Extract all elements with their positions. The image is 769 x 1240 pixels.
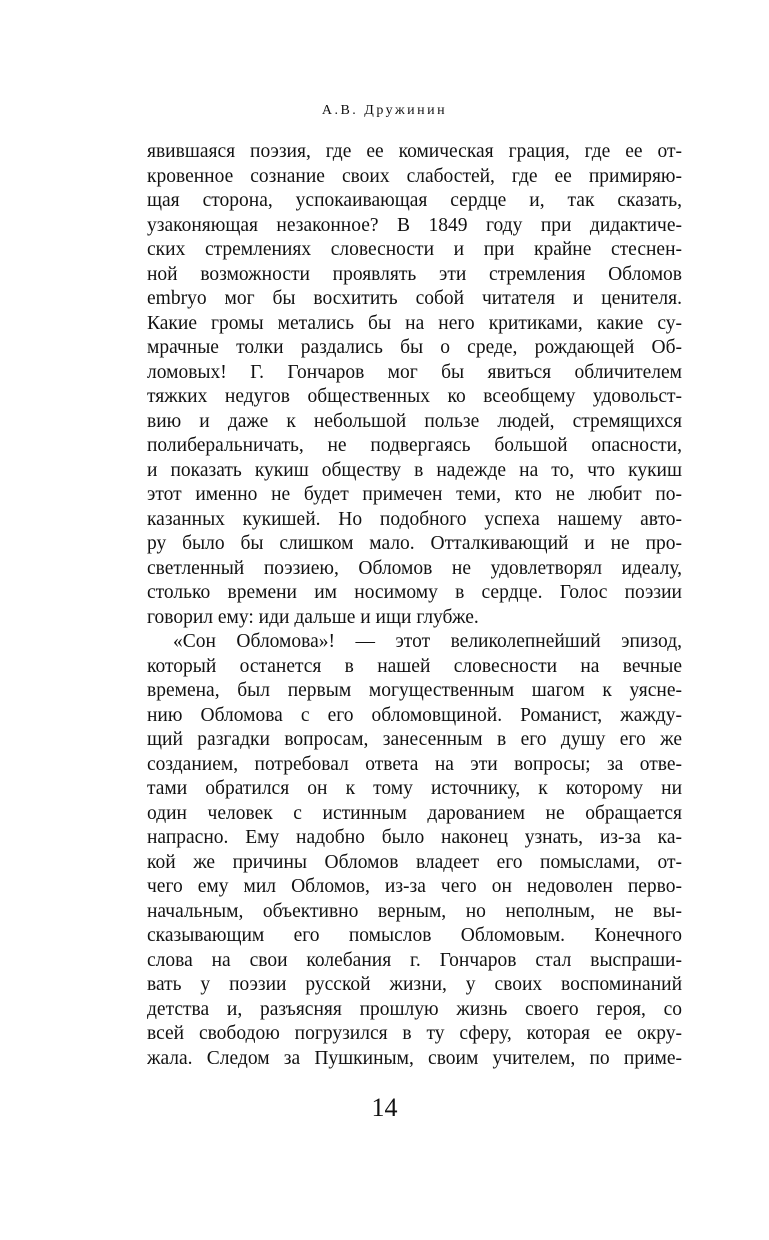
text-line: жала. Следом за Пушкиным, своим учителем, по приме- — [147, 1047, 682, 1069]
text-line: светленный поэзиею, Обломов не удовлетворял идеалу, — [147, 557, 682, 579]
text-line: всей свободою погрузился в ту сферу, которая ее окру- — [147, 1023, 682, 1044]
text-line: столько времени им носимому в сердце. Голос поэзии — [147, 582, 682, 603]
text-line: начальным, объективно верным, но неполным, не вы- — [147, 900, 682, 922]
text-line: слова на свои колебания г. Гончаров стал выспраши- — [147, 949, 682, 971]
text-line: кровенное сознание своих слабостей, где ее примиряю- — [147, 165, 682, 187]
text-line: embryo мог бы восхитить собой читателя и ценителя. — [147, 288, 682, 309]
text-line: вать у поэзии русской жизни, у своих воспоминаний — [147, 974, 682, 995]
text-line: ломовых! Г. Гончаров мог бы явиться обличителем — [147, 361, 682, 383]
text-line: явившаяся поэзия, где ее комическая грация, где ее от- — [147, 141, 682, 162]
text-line: говорил ему: иди дальше и ищи глубже. — [147, 606, 479, 628]
text-line: «Сон Обломова»! — этот великолепнейший эпизод, — [173, 631, 682, 652]
text-line: узаконяющая незаконное? В 1849 году при дидактиче- — [147, 214, 682, 236]
text-line: который останется в нашей словесности на вечные — [147, 655, 682, 677]
page-number: 14 — [371, 1093, 398, 1122]
running-head: А.В. Дружинин — [321, 103, 448, 118]
paragraph — [147, 140, 682, 630]
text-line: чего ему мил Обломов, из-за чего он недоволен перво- — [147, 876, 682, 897]
text-line: сказывающим его помыслов Обломовым. Конечного — [147, 925, 682, 946]
text-line: созданием, потребовал ответа на эти вопросы; за отве- — [147, 753, 682, 775]
text-line: этот именно не будет примечен теми, кто не любит по- — [147, 484, 682, 505]
text-line: ру было бы слишком мало. Отталкивающий и не про- — [147, 533, 682, 554]
text-line: полиберальничать, не подвергаясь большой опасности, — [147, 435, 682, 456]
text-line: Какие громы метались бы на него критиками, какие су- — [147, 312, 682, 334]
paragraph — [147, 630, 682, 1071]
text-line: напрасно. Ему надобно было наконец узнать, из-за ка- — [147, 827, 682, 848]
text-line: времена, был первым могущественным шагом к уясне- — [147, 680, 682, 701]
text-line: мрачные толки раздались бы о среде, рождающей Об- — [147, 337, 682, 358]
text-line: один человек с истинным дарованием не обращается — [147, 802, 682, 824]
text-line: тами обратился он к тому источнику, к которому ни — [147, 778, 682, 799]
text-line: и показать кукиш обществу в надежде на то, что кукиш — [147, 459, 682, 481]
text-line: вию и даже к небольшой пользе людей, стремящихся — [147, 410, 682, 432]
text-line: ной возможности проявлять эти стремления Обломов — [147, 263, 682, 285]
text-line: детства и, разъясняя прошлую жизнь своего героя, со — [147, 998, 682, 1020]
text-line: казанных кукишей. Но подобного успеха нашему авто- — [147, 508, 682, 530]
body-text — [147, 140, 682, 1071]
text-line: тяжких недугов общественных ко всеобщему удовольст- — [147, 386, 682, 407]
text-line: щий разгадки вопросам, занесенным в его душу его же — [147, 729, 682, 750]
text-line: кой же причины Обломов владеет его помыслами, от- — [147, 851, 682, 873]
text-line: щая сторона, успокаивающая сердце и, так сказать, — [147, 190, 682, 211]
text-line: нию Обломова с его обломовщиной. Романист, жажду- — [147, 704, 682, 726]
text-line: ских стремлениях словесности и при крайне стеснен- — [147, 239, 682, 260]
